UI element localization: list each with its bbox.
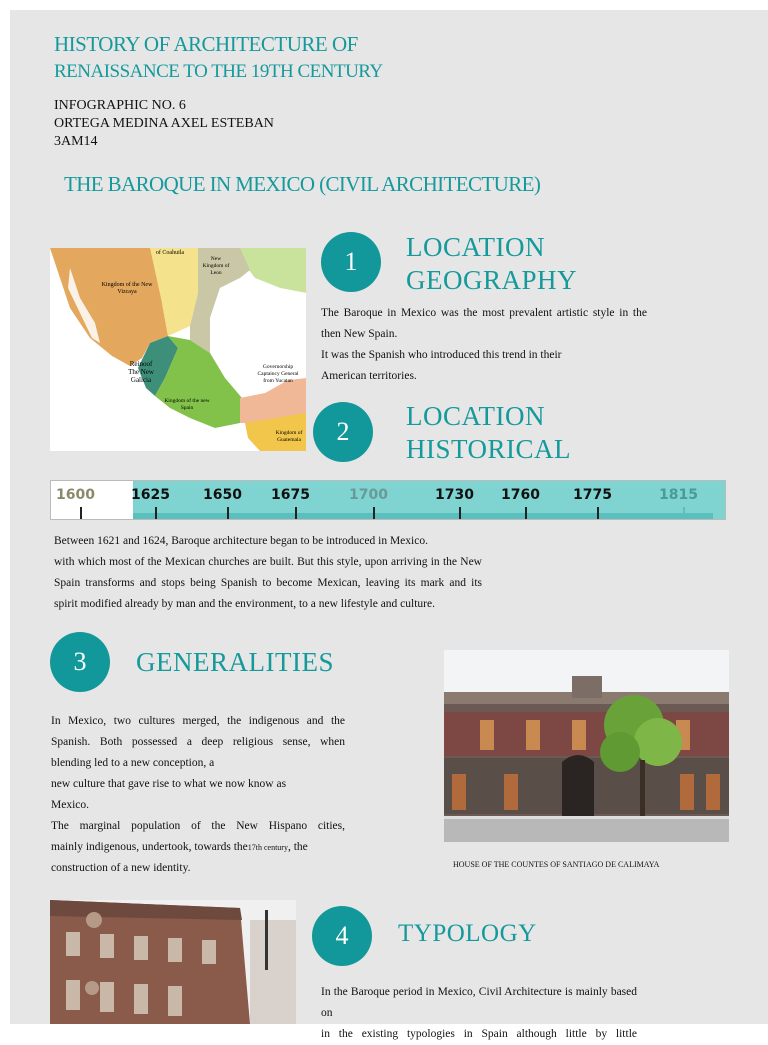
timeline-tick [683, 507, 685, 519]
section-3-line: new culture that gave rise to what we now know as [51, 778, 287, 790]
timeline-tick [155, 507, 157, 519]
section-1-line: American territories. [321, 370, 417, 382]
section-2-line: spirit modified already by man and the environment, to a new lifestyle and culture. [54, 598, 435, 610]
section-3-line: The marginal population of the New Hispano cities, [51, 820, 345, 832]
section-2-title-line-1: LOCATION [406, 401, 545, 431]
page-subtitle: THE BAROQUE IN MEXICO (CIVIL ARCHITECTURE) [64, 172, 541, 196]
timeline-tick [80, 507, 82, 519]
infographic-sheet [10, 10, 768, 1040]
timeline-track [133, 513, 713, 519]
timeline-year-1600: 1600 [56, 487, 95, 503]
section-3-line: Spanish. Both possessed a deep religious sense, when [51, 736, 345, 748]
section-4-body [321, 982, 637, 1045]
section-1-line: It was the Spanish who introduced this trend in their [321, 349, 562, 361]
section-1-line: then New Spain. [321, 328, 398, 340]
author-name: ORTEGA MEDINA AXEL ESTEBAN [54, 116, 274, 131]
timeline-year-1815: 1815 [659, 487, 698, 503]
map-label-guatemala: Kingdom of Guatemala [275, 430, 303, 443]
map-label-new-leon: New Kingdom of Leon [202, 256, 230, 276]
century-small-text: 17th century [247, 843, 288, 852]
colonial-map [50, 248, 306, 451]
infographic-number: INFOGRAPHIC NO. 6 [54, 98, 186, 113]
section-4-line: In the Baroque period in Mexico, Civil Architecture is mainly based on [321, 986, 637, 1019]
section-2-line: with which most of the Mexican churches are built. But this style, upon arriving in the New [54, 556, 482, 568]
section-1-body [321, 303, 647, 387]
section-3-body [51, 711, 345, 879]
timeline-year-1760: 1760 [501, 487, 540, 503]
section-4-title: TYPOLOGY [398, 920, 537, 947]
section-2-number: 2 [313, 402, 373, 462]
section-3-line-text: mainly indigenous, undertook, towards the [51, 841, 248, 853]
section-2-body [54, 531, 482, 615]
map-label-coahuila: of Coahuila [155, 250, 185, 256]
map-label-new-galicia: Reinoof The New Galicia [128, 360, 154, 384]
timeline-year-1675: 1675 [271, 487, 310, 503]
section-3-line: Mexico. [51, 799, 90, 811]
history-timeline [50, 480, 726, 520]
map-label-yucatan: Governorship Captaincy General from Yucatan [257, 364, 299, 384]
section-1-title-line-1: LOCATION [406, 232, 545, 262]
calimaya-house-photo [444, 650, 729, 842]
timeline-tick [295, 507, 297, 519]
section-1-line: The Baroque in Mexico was the most prevalent artistic style in the [321, 307, 647, 319]
building-illustration [444, 650, 729, 842]
section-3-line [51, 837, 345, 858]
section-3-number: 3 [50, 632, 110, 692]
timeline-year-1775: 1775 [573, 487, 612, 503]
map-label-nueva-vizcaya: Kingdom of the New Vizcaya [101, 282, 153, 295]
section-2-line: Between 1621 and 1624, Baroque architecture began to be introduced in Mexico. [54, 535, 428, 547]
group-code: 3AM14 [54, 134, 98, 149]
section-3-line: construction of a new identity. [51, 862, 191, 874]
timeline-tick [227, 507, 229, 519]
title-line-1: HISTORY OF ARCHITECTURE OF [54, 32, 358, 56]
timeline-year-1625: 1625 [131, 487, 170, 503]
photo-caption: HOUSE OF THE COUNTES OF SANTIAGO DE CALIMAYA [453, 860, 660, 869]
section-2-line: Spain transforms and stops being Spanish to become Mexican, leaving its mark and its [54, 577, 482, 589]
timeline-tick [525, 507, 527, 519]
section-3-line: blending led to a new conception, a [51, 757, 215, 769]
timeline-tick [459, 507, 461, 519]
section-3-title: GENERALITIES [136, 647, 334, 677]
section-4-line: in the existing typologies in Spain although little by little [321, 1028, 637, 1040]
timeline-year-1730: 1730 [435, 487, 474, 503]
section-2-title-line-2: HISTORICAL [406, 434, 572, 464]
section-1-number: 1 [321, 232, 381, 292]
typology-illustration [50, 900, 296, 1024]
timeline-year-1650: 1650 [203, 487, 242, 503]
timeline-tick [597, 507, 599, 519]
typology-building-photo [50, 900, 296, 1024]
section-3-line: In Mexico, two cultures merged, the indigenous and the [51, 715, 345, 727]
section-4-number: 4 [312, 906, 372, 966]
section-1-title-line-2: GEOGRAPHY [406, 265, 578, 295]
century-tail-text: , the [287, 841, 308, 853]
map-label-new-spain: Kingdom of the new Spain [164, 398, 210, 411]
timeline-tick [373, 507, 375, 519]
title-line-2: RENAISSANCE TO THE 19TH CENTURY [54, 61, 383, 82]
timeline-year-1700: 1700 [349, 487, 388, 503]
map-graphic [50, 248, 306, 451]
